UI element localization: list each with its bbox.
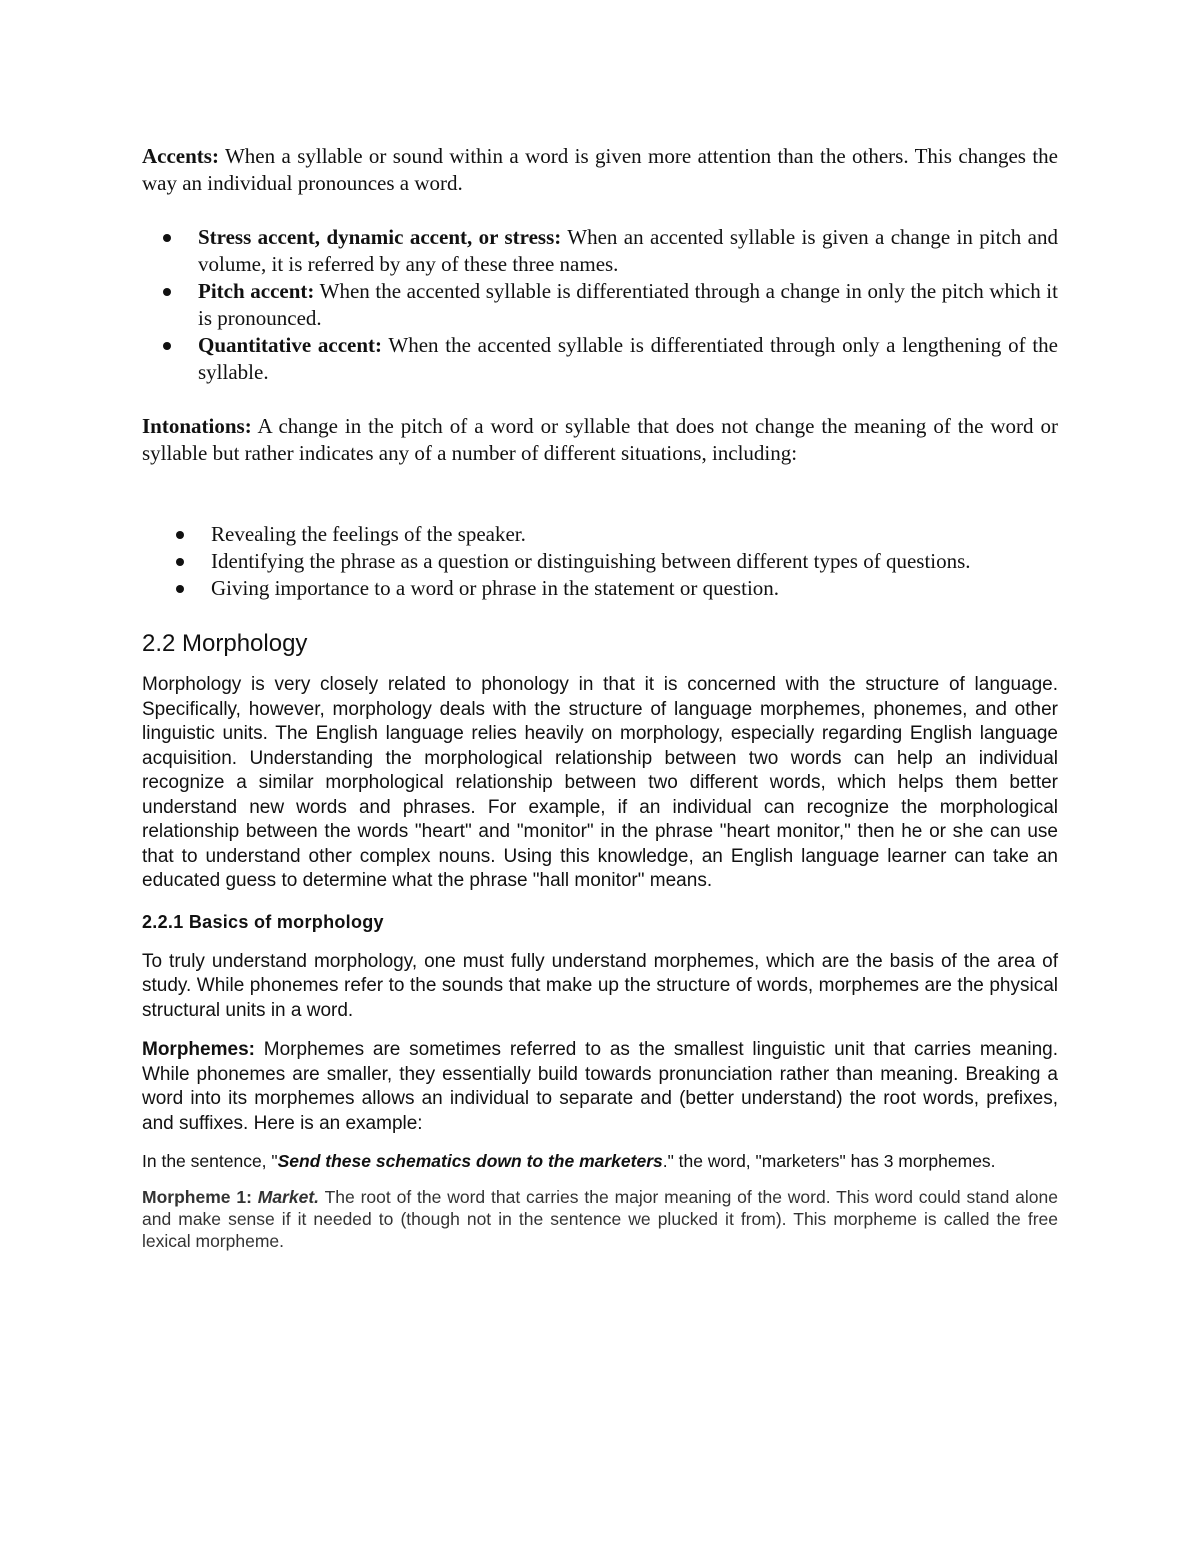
- example-suffix: ." the word, "marketers" has 3 morphemes.: [662, 1151, 996, 1171]
- list-item-text: When an accented syllable is given a change in pitch and volume, it is referred by any of these three names.: [198, 225, 1058, 276]
- list-item-text: Identifying the phrase as a question or distinguishing between different types of questions.: [211, 549, 971, 573]
- list-item: [142, 278, 1058, 332]
- list-item: [142, 521, 1058, 548]
- list-item-text: When the accented syllable is differentiated through only a lengthening of the syllable.: [198, 333, 1058, 384]
- morphemes-term: Morphemes:: [142, 1039, 255, 1060]
- list-item-text: Revealing the feelings of the speaker.: [211, 522, 526, 546]
- morphemes-paragraph: [142, 1038, 1058, 1136]
- morphology-paragraph: Morphology is very closely related to phonology in that it is concerned with the structure of language. Specifically, however, morphology deals with the structure of language morphemes, phonemes, and other linguistic units. The English language relies heavily on morphology, especially regarding English language acquisition. Understanding the morphological relationship between two words can help an individual recognize a similar morphological relationship between two different words, which helps them better understand new words and phrases. For example, if an individual can recognize the morphological relationship between the words "heart" and "monitor" in the phrase "heart monitor," then he or she can use that to understand other complex nouns. Using this knowledge, an English language learner can take an educated guess to determine what the phrase "hall monitor" means.: [142, 674, 1058, 891]
- morpheme-1-word: Market.: [257, 1187, 320, 1207]
- bullet-icon: [176, 585, 184, 593]
- list-item-text: Giving importance to a word or phrase in the statement or question.: [211, 576, 780, 600]
- accents-definition: When a syllable or sound within a word is given more attention than the others. This changes the way an individual pronounces a word.: [142, 144, 1058, 195]
- example-prefix: In the sentence, ": [142, 1151, 278, 1171]
- accent-types-list: [142, 224, 1058, 386]
- list-item: [142, 332, 1058, 386]
- intonations-paragraph: [142, 413, 1058, 467]
- bullet-icon: [176, 531, 184, 539]
- list-item: [142, 548, 1058, 575]
- intonation-uses-list: [142, 521, 1058, 602]
- intonations-definition: A change in the pitch of a word or syllable that does not change the meaning of the word or syllable but rather indicates any of a number of different situations, including:: [142, 414, 1058, 465]
- list-item-text: When the accented syllable is differentiated through a change in only the pitch which it is pronounced.: [198, 279, 1058, 330]
- intonations-term: Intonations:: [142, 414, 252, 438]
- bullet-icon: [163, 342, 171, 350]
- list-item: [142, 575, 1058, 602]
- morpheme-1-label: Morpheme 1:: [142, 1187, 258, 1207]
- section-heading-morphology: 2.2 Morphology: [142, 630, 308, 657]
- list-item-term: Quantitative accent:: [198, 333, 383, 357]
- morphemes-definition: Morphemes are sometimes referred to as the smallest linguistic unit that carries meaning. While phonemes are smaller, they essentially build towards pronunciation rather than meaning. Breaking a word into its morphemes allows an individual to separate and (better understand) the root words, prefixes, and suffixes. Here is an example:: [142, 1039, 1058, 1134]
- morpheme-1-text: The root of the word that carries the major meaning of the word. This word could stand alone and make sense if it needed to (though not in the sentence we plucked it from). This morpheme is called the free lexical morpheme.: [142, 1187, 1058, 1251]
- list-item-term: Pitch accent:: [198, 279, 315, 303]
- example-sentence: Send these schematics down to the marketers: [277, 1151, 663, 1171]
- list-item-term: Stress accent, dynamic accent, or stress:: [198, 225, 562, 249]
- document-page: [142, 143, 1058, 1252]
- morpheme-1-paragraph: [142, 1186, 1058, 1252]
- basics-paragraph: To truly understand morphology, one must fully understand morphemes, which are the basis of the area of study. While phonemes refer to the sounds that make up the structure of words, morphemes are the physical structural units in a word.: [142, 950, 1058, 1021]
- bullet-icon: [163, 288, 171, 296]
- bullet-icon: [176, 558, 184, 566]
- accents-term: Accents:: [142, 144, 219, 168]
- bullet-icon: [163, 234, 171, 242]
- example-paragraph: [142, 1150, 1058, 1172]
- list-item: [142, 224, 1058, 278]
- accents-paragraph: [142, 143, 1058, 197]
- subsection-heading-basics: 2.2.1 Basics of morphology: [142, 911, 384, 932]
